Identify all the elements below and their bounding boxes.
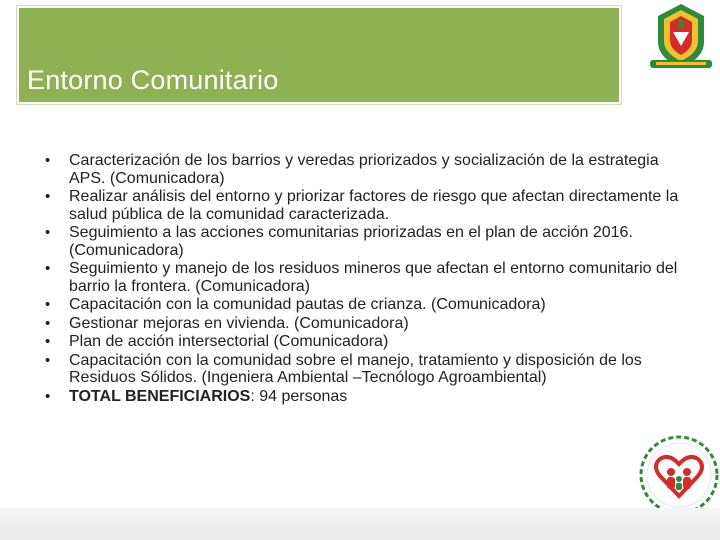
list-item: [45, 188, 685, 223]
list-item-text: Caracterización de los barrios y veredas priorizados y socialización de la estrategia APS. (Comunicadora): [69, 152, 659, 187]
list-item: [45, 296, 685, 314]
list-item-text: Capacitación con la comunidad sobre el manejo, tratamiento y disposición de los Residuos Sólidos. (Ingeniera Ambiental –Tecnólogo Agroambiental): [69, 351, 642, 386]
heart-family-icon: [638, 434, 720, 516]
list-item: [45, 315, 685, 333]
total-beneficiaries-label: TOTAL BENEFICIARIOS: [69, 387, 251, 405]
list-item: [45, 333, 685, 351]
title-banner: [17, 6, 621, 104]
bullet-icon: •: [45, 260, 51, 277]
list-item-text: Capacitación con la comunidad pautas de crianza. (Comunicadora): [69, 296, 546, 313]
list-item: [45, 260, 685, 295]
total-beneficiaries-item: [45, 388, 685, 406]
bullet-icon: •: [45, 351, 51, 369]
list-item: [45, 152, 685, 187]
slide-title: Entorno Comunitario: [27, 65, 279, 95]
list-item-text: Plan de acción intersectorial (Comunicadora): [69, 333, 389, 350]
list-item: [45, 352, 685, 387]
list-item: [45, 224, 685, 259]
bullet-icon: •: [45, 188, 51, 205]
bullet-icon: •: [45, 333, 51, 350]
list-item-text: Realizar análisis del entorno y priorizar factores de riesgo que afectan directamente la salud pública de la comunidad caracterizada.: [69, 188, 679, 223]
bullet-icon: •: [45, 152, 51, 169]
list-item-text: Seguimiento y manejo de los residuos mineros que afectan el entorno comunitario del barrio la frontera. (Comunicadora): [69, 260, 678, 295]
list-item-text: Gestionar mejoras en vivienda. (Comunicadora): [69, 314, 409, 332]
bullet-icon: •: [45, 296, 51, 313]
footer-divider: [0, 520, 720, 540]
bullet-icon: •: [45, 224, 51, 241]
bullet-list: [45, 152, 685, 406]
total-beneficiaries-value: : 94 personas: [250, 387, 348, 405]
list-item-text: Seguimiento a las acciones comunitarias priorizadas en el plan de acción 2016. (Comunicadora): [69, 224, 633, 259]
shield-emblem-icon: [646, 2, 716, 72]
bullet-icon: •: [45, 387, 51, 405]
bullet-icon: •: [45, 314, 51, 332]
